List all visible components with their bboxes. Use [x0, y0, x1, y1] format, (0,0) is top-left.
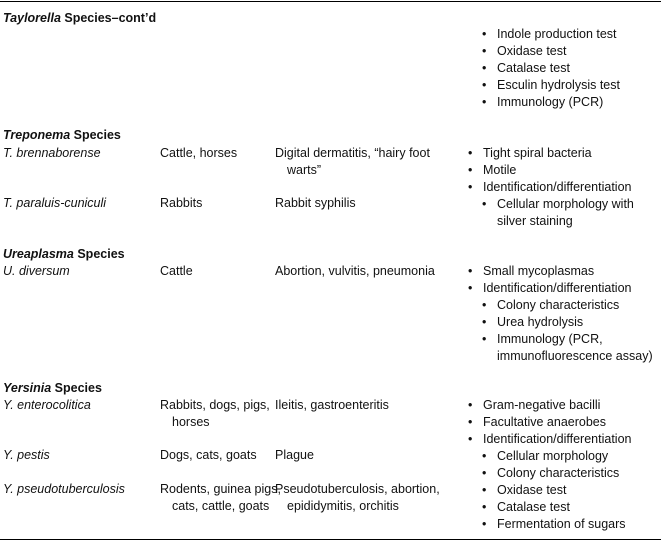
species-name: Y. enterocolitica	[3, 398, 91, 412]
disease-text: Rabbit syphilis	[275, 196, 356, 210]
table-page: Taylorella Species–cont’d • Indole production test • Oxidase test • Catalase test • Esculin hydrolysis test • Immunology (PCR) Treponema Species T. brennaborense Cattle, horses Digital dermatitis, “hairy foot warts” • Tight spiral bacteria • Motile • Identification/differentiation • Cellular morphology with silver staining T. paraluis-cuniculi Rabbits Rabbit syphilis Ureaplasma Species U. diversum Cattle Abortion, vulvitis, pneumonia • Small mycoplasmas • Identification/differentiation • Colony characteristics • Urea hydrolysis • Immunology (PCR, immunofluorescence assay) Yersinia Species Y. enterocolitica Rabbits, dogs, pigs, horses Ileitis, gastroenteritis • Gram-negative bacilli • Facultative anaerobes • Identification/differentiation • Cellular morphology • Colony characteristics • Oxidase test • Catalase test • Fermentation of sugars Y. pestis Dogs, cats, goats Plague Y. pseudotuberculosis Rodents, guinea pigs, cats, cattle, goats Pseudotuberculosis, abortion, epididymitis, orchitis	[0, 0, 661, 543]
species-name: U. diversum	[3, 264, 70, 278]
list-item: • Immunology (PCR, immunofluorescence assay)	[482, 332, 653, 363]
host-list: Dogs, cats, goats	[160, 448, 257, 462]
disease-text: Abortion, vulvitis, pneumonia	[275, 264, 435, 278]
list-item: • Cellular morphology with silver staining	[482, 197, 634, 228]
section-heading: Ureaplasma Species	[3, 247, 125, 261]
host-list: Rabbits	[160, 196, 203, 210]
bottom-rule	[0, 539, 661, 540]
host-list: Rodents, guinea pigs, cats, cattle, goats	[160, 482, 281, 513]
section-heading: Treponema Species	[3, 128, 121, 142]
species-name: T. paraluis-cuniculi	[3, 196, 107, 210]
disease-text: Pseudotuberculosis, abortion, epididymitis, orchitis	[275, 482, 440, 513]
top-rule	[0, 1, 661, 2]
host-list: Rabbits, dogs, pigs, horses	[160, 398, 270, 429]
host-list: Cattle, horses	[160, 146, 238, 160]
section-heading: Yersinia Species	[3, 381, 102, 395]
species-name: Y. pseudotuberculosis	[3, 482, 125, 496]
species-name: Y. pestis	[3, 448, 50, 462]
disease-text: Plague	[275, 448, 314, 462]
disease-text: Ileitis, gastroenteritis	[275, 398, 389, 412]
species-name: T. brennaborense	[3, 146, 101, 160]
section-heading: Taylorella Species–cont’d	[3, 11, 157, 25]
host-list: Cattle	[160, 264, 193, 278]
disease-text: Digital dermatitis, “hairy foot warts”	[275, 146, 430, 177]
